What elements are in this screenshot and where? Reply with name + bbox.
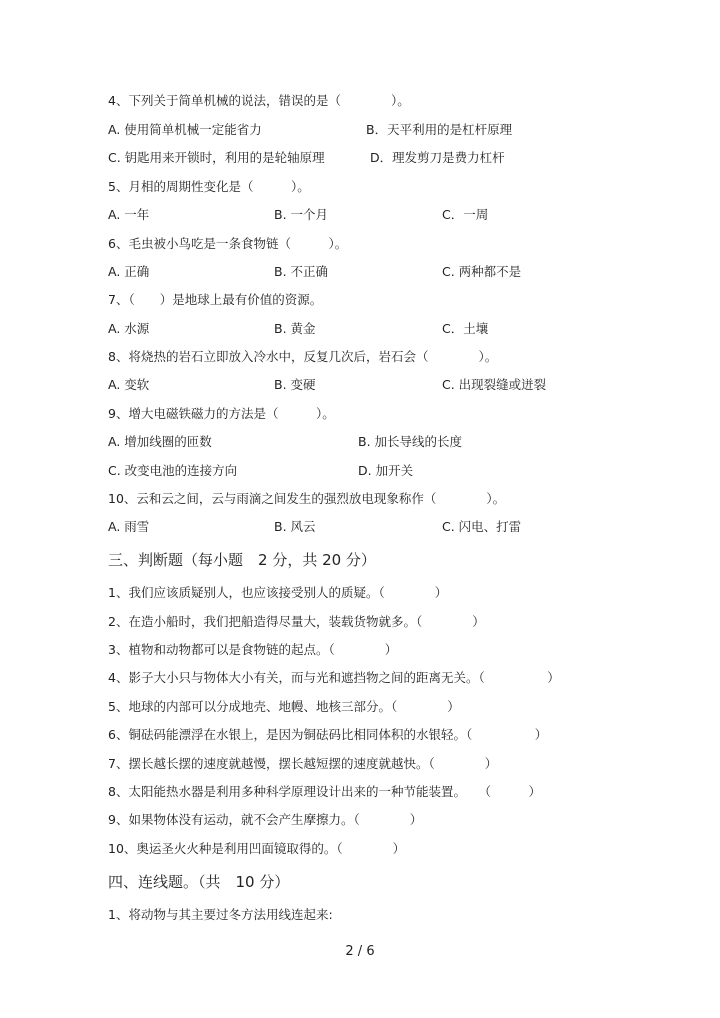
q10-option-a: A. 雨雪 [108, 519, 150, 534]
q9-option-b: B. 加长导线的长度 [358, 434, 463, 449]
q6-option-a: A. 正确 [108, 264, 150, 279]
q10-option-b: B. 风云 [274, 519, 316, 534]
q7-option-b: B. 黄金 [274, 321, 316, 336]
q7-stem: 7、（ ）是地球上最有价值的资源。 [108, 292, 323, 307]
q9-option-c: C. 改变电池的连接方向 [108, 463, 238, 478]
q9-option-d: D. 加开关 [358, 463, 414, 478]
q9-stem: 9、增大电磁铁磁力的方法是（ ）。 [108, 406, 335, 421]
section3-title: 三、判断题（每小题 2 分，共 20 分） [108, 551, 376, 569]
q8-option-c: C. 出现裂缝或迸裂 [442, 377, 547, 392]
section4-title: 四、连线题。（共 10 分） [108, 873, 290, 891]
judge-item-2: 2、在造小船时，我们把船造得尽量大，装载货物就多。（ ） [108, 614, 485, 629]
q4-stem: 4、下列关于简单机械的说法，错误的是（ ）。 [108, 93, 410, 108]
judge-item-1: 1、我们应该质疑别人，也应该接受别人的质疑。（ ） [108, 585, 448, 600]
q6-option-b: B. 不正确 [274, 264, 329, 279]
q5-option-b: B. 一个月 [274, 207, 329, 222]
q6-stem: 6、毛虫被小鸟吃是一条食物链（ ）。 [108, 236, 348, 251]
q10-option-c: C. 闪电、打雷 [442, 519, 522, 534]
judge-item-3: 3、植物和动物都可以是食物链的起点。（ ） [108, 642, 398, 657]
q4-option-b: B．天平利用的是杠杆原理 [366, 122, 513, 137]
q4-option-d: D．理发剪刀是费力杠杆 [370, 150, 505, 165]
judge-item-7: 7、摆长越长摆的速度就越慢，摆长越短摆的速度就越快。（ ） [108, 756, 498, 771]
q5-option-a: A. 一年 [108, 207, 150, 222]
judge-item-5: 5、地球的内部可以分成地壳、地幔、地核三部分。（ ） [108, 699, 460, 714]
q8-stem: 8、将烧热的岩石立即放入冷水中，反复几次后，岩石会（ ）。 [108, 349, 498, 364]
judge-item-4: 4、影子大小只与物体大小有关，而与光和遮挡物之间的距离无关。（ ） [108, 670, 560, 685]
q7-option-c: C．土壤 [442, 321, 489, 336]
q9-option-a: A. 增加线圈的匝数 [108, 434, 212, 449]
q6-option-c: C. 两种都不是 [442, 264, 522, 279]
q5-stem: 5、月相的周期性变化是（ ）。 [108, 179, 310, 194]
q7-option-a: A. 水源 [108, 321, 150, 336]
judge-item-6: 6、铜砝码能漂浮在水银上，是因为铜砝码比相同体积的水银轻。（ ） [108, 727, 548, 742]
q4-option-a: A. 使用简单机械一定能省力 [108, 122, 262, 137]
q10-stem: 10、云和云之间，云与雨滴之间发生的强烈放电现象称作（ ）。 [108, 491, 506, 506]
judge-item-8: 8、太阳能热水器是利用多种科学原理设计出来的一种节能装置。 （ ） [108, 784, 541, 799]
q8-option-b: B. 变硬 [274, 377, 316, 392]
matching-q1: 1、将动物与其主要过冬方法用线连起来: [108, 907, 333, 922]
q4-option-c: C. 钥匙用来开锁时，利用的是轮轴原理 [108, 150, 325, 165]
judge-item-9: 9、如果物体没有运动，就不会产生摩擦力。（ ） [108, 812, 423, 827]
page-number: 2 / 6 [345, 944, 375, 959]
q5-option-c: C．一周 [442, 207, 489, 222]
judge-item-10: 10、奥运圣火火种是利用凹面镜取得的。（ ） [108, 841, 406, 856]
q8-option-a: A. 变软 [108, 377, 150, 392]
